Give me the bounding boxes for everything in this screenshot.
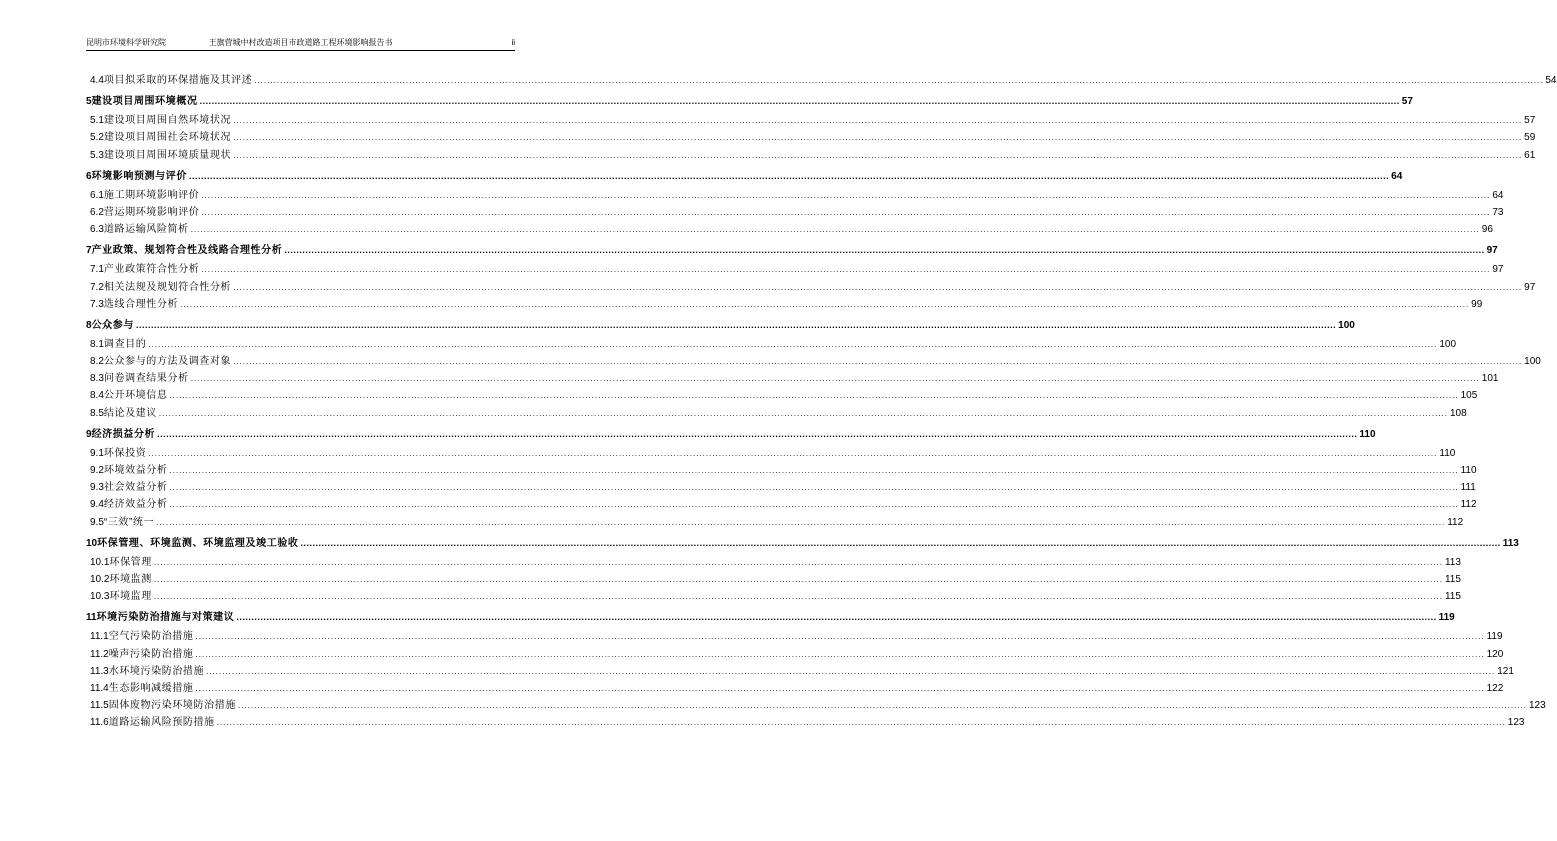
toc-entry-page: 110 — [1359, 428, 1376, 440]
toc-section-entry[interactable] — [86, 71, 1557, 88]
toc-entry-page: 105 — [1460, 390, 1478, 402]
toc-section-entry[interactable] — [86, 369, 1499, 386]
toc-section-entry[interactable] — [86, 295, 1483, 312]
toc-entry-number: 11.6 — [90, 717, 109, 729]
toc-entry-title: 环境监理 — [109, 591, 152, 603]
toc-entry-number: 8.5 — [90, 407, 104, 419]
toc-dot-leader: ................................................................................................................................................................................................................................................................................................................................................................................................................ — [216, 718, 1506, 728]
toc-entry-number: 11.3 — [90, 665, 109, 677]
toc-entry-number: 9.3 — [90, 482, 104, 494]
toc-dot-leader: ................................................................................................................................................................................................................................................................................................................................................................................................................ — [190, 374, 1480, 384]
toc-entry-page: 64 — [1391, 170, 1403, 182]
toc-entry-title: 建设项目周围环境质量现状 — [103, 149, 232, 161]
toc-entry-page: 108 — [1449, 407, 1467, 419]
toc-entry-page: 100 — [1439, 338, 1457, 350]
toc-dot-leader: ................................................................................................................................................................................................................................................................................................................................................................................................................ — [201, 265, 1491, 275]
toc-section-entry[interactable] — [86, 553, 1461, 570]
toc-entry-number: 8.2 — [90, 356, 104, 368]
toc-dot-leader: ................................................................................................................................................................................................................................................................................................................................................................................................................ — [153, 557, 1443, 567]
toc-entry-page: 59 — [1524, 132, 1536, 144]
toc-dot-leader: ................................................................................................................................................................................................................................................................................................................................................................................................................ — [236, 612, 1437, 623]
toc-entry-title: 选线合理性分析 — [103, 298, 179, 310]
toc-entry-number: 9.1 — [90, 447, 104, 459]
toc-section-entry[interactable] — [86, 128, 1536, 145]
toc-entry-page: 100 — [1338, 319, 1355, 331]
toc-entry-number: 9.5 — [90, 516, 104, 528]
toc-entry-page: 119 — [1486, 631, 1503, 643]
toc-dot-leader: ................................................................................................................................................................................................................................................................................................................................................................................................................ — [233, 150, 1523, 160]
toc-entry-number: 8.1 — [90, 338, 104, 350]
toc-section-entry[interactable] — [86, 386, 1478, 403]
toc-dot-leader: ................................................................................................................................................................................................................................................................................................................................................................................................................ — [148, 339, 1438, 349]
toc-section-entry[interactable] — [86, 260, 1504, 277]
toc-section-entry[interactable] — [86, 713, 1525, 730]
toc-entry-number: 11 — [86, 612, 97, 624]
toc-dot-leader: ................................................................................................................................................................................................................................................................................................................................................................................................................ — [180, 299, 1470, 309]
toc-chapter-entry[interactable] — [86, 167, 1403, 186]
toc-dot-leader: ................................................................................................................................................................................................................................................................................................................................................................................................................ — [195, 632, 1485, 642]
toc-entry-title: 噪声污染防治措施 — [108, 648, 194, 660]
toc-entry-number: 9.2 — [90, 465, 104, 476]
toc-entry-title: 经济效益分析 — [103, 499, 168, 511]
toc-entry-title: 公众参与 — [91, 319, 134, 331]
toc-entry-number: 6.3 — [90, 224, 104, 236]
toc-section-entry[interactable] — [86, 461, 1477, 478]
toc-entry-number: 10.3 — [90, 591, 110, 603]
toc-dot-leader: ................................................................................................................................................................................................................................................................................................................................................................................................................ — [188, 170, 1390, 181]
toc-entry-title: 环保投资 — [103, 447, 147, 459]
toc-entry-page: 61 — [1524, 149, 1536, 161]
toc-entry-title: 环境效益分析 — [103, 465, 168, 476]
toc-entry-title: 建设项目周围社会环境状况 — [103, 132, 232, 144]
toc-entry-number: 11.2 — [90, 648, 109, 660]
toc-entry-number: 6.2 — [90, 206, 104, 218]
toc-dot-leader: ................................................................................................................................................................................................................................................................................................................................................................................................................ — [237, 701, 1527, 711]
toc-entry-page: 97 — [1486, 245, 1498, 257]
toc-entry-number: 5.1 — [90, 115, 104, 127]
toc-entry-title: 固体废物污染环境防治措施 — [108, 700, 236, 712]
toc-entry-number: 10 — [86, 537, 98, 549]
toc-dot-leader: ................................................................................................................................................................................................................................................................................................................................................................................................................ — [169, 466, 1459, 475]
toc-entry-title: 道路运输风险预防措施 — [108, 717, 215, 729]
toc-section-entry[interactable] — [86, 645, 1504, 662]
toc-section-entry[interactable] — [86, 335, 1457, 352]
toc-entry-title: “三效”统一 — [103, 516, 155, 528]
toc-entry-number: 11.1 — [90, 631, 109, 643]
toc-entry-page: 112 — [1447, 516, 1464, 528]
toc-entry-page: 122 — [1486, 682, 1504, 694]
toc-entry-title: 建设项目周围自然环境状况 — [103, 115, 232, 127]
toc-section-entry[interactable] — [86, 278, 1536, 295]
toc-entry-page: 121 — [1497, 665, 1514, 677]
toc-entry-number: 10.1 — [90, 556, 110, 568]
toc-dot-leader: ................................................................................................................................................................................................................................................................................................................................................................................................................ — [201, 190, 1491, 200]
toc-entry-title: 公开环境信息 — [103, 390, 168, 402]
toc-section-entry[interactable] — [86, 679, 1504, 696]
toc-dot-leader: ................................................................................................................................................................................................................................................................................................................................................................................................................ — [195, 649, 1485, 659]
toc-dot-leader: ................................................................................................................................................................................................................................................................................................................................................................................................................ — [157, 428, 1358, 439]
toc-entry-title: 环境监测 — [109, 573, 152, 585]
header-page-number: ii — [511, 38, 515, 47]
toc-section-entry[interactable] — [86, 203, 1504, 220]
toc-dot-leader: ................................................................................................................................................................................................................................................................................................................................................................................................................ — [169, 500, 1459, 510]
toc-chapter-entry[interactable] — [86, 534, 1519, 553]
toc-entry-page: 123 — [1529, 700, 1546, 712]
toc-entry-number: 6.1 — [90, 189, 104, 201]
toc-entry-title: 环保管理 — [109, 556, 152, 568]
toc-entry-title: 社会效益分析 — [103, 482, 168, 494]
toc-dot-leader: ................................................................................................................................................................................................................................................................................................................................................................................................................ — [153, 592, 1443, 602]
toc-entry-page: 110 — [1439, 447, 1456, 459]
toc-entry-page: 97 — [1492, 264, 1504, 276]
toc-entry-number: 8.4 — [90, 390, 104, 402]
toc-entry-page: 113 — [1444, 556, 1461, 568]
toc-entry-title: 施工期环境影响评价 — [103, 189, 200, 201]
toc-entry-page: 99 — [1471, 298, 1483, 310]
toc-section-entry[interactable] — [86, 352, 1541, 369]
toc-entry-title: 水环境污染防治措施 — [108, 665, 205, 677]
toc-entry-title: 结论及建议 — [103, 407, 157, 419]
toc-section-entry[interactable] — [86, 146, 1536, 163]
header-report-title: 王旗营城中村改造项目市政道路工程环境影响报告书 — [208, 38, 393, 47]
toc-entry-page: 64 — [1492, 189, 1504, 201]
toc-entry-page: 101 — [1481, 373, 1499, 385]
toc-dot-leader: ................................................................................................................................................................................................................................................................................................................................................................................................................ — [300, 537, 1501, 548]
toc-entry-page: 111 — [1460, 482, 1476, 494]
toc-dot-leader: ................................................................................................................................................................................................................................................................................................................................................................................................................ — [233, 282, 1523, 292]
toc-entry-page: 57 — [1524, 115, 1536, 127]
toc-entry-title: 问卷调查结果分析 — [103, 373, 189, 385]
toc-entry-page: 57 — [1401, 96, 1413, 108]
table-of-contents — [86, 71, 1557, 730]
toc-dot-leader: ................................................................................................................................................................................................................................................................................................................................................................................................................ — [148, 448, 1438, 458]
toc-entry-page: 97 — [1524, 281, 1536, 293]
toc-entry-number: 11.4 — [90, 682, 109, 694]
toc-entry-title: 项目拟采取的环保措施及其评述 — [103, 75, 253, 86]
toc-section-entry[interactable] — [86, 111, 1536, 128]
toc-dot-leader: ................................................................................................................................................................................................................................................................................................................................................................................................................ — [233, 357, 1523, 367]
toc-section-entry[interactable] — [86, 186, 1504, 203]
toc-dot-leader: ................................................................................................................................................................................................................................................................................................................................................................................................................ — [233, 116, 1523, 126]
toc-entry-title: 经济损益分析 — [91, 428, 156, 440]
toc-dot-leader: ................................................................................................................................................................................................................................................................................................................................................................................................................ — [233, 133, 1523, 143]
toc-entry-number: 6 — [86, 170, 92, 182]
toc-entry-number: 7.1 — [90, 264, 104, 276]
toc-dot-leader: ................................................................................................................................................................................................................................................................................................................................................................................................................ — [284, 245, 1485, 256]
toc-entry-title: 调查目的 — [103, 338, 147, 350]
toc-entry-number: 5 — [86, 96, 92, 108]
toc-entry-number: 5.2 — [90, 132, 104, 144]
toc-entry-title: 空气污染防治措施 — [108, 631, 194, 643]
toc-chapter-entry[interactable] — [86, 316, 1355, 335]
toc-entry-title: 公众参与的方法及调查对象 — [103, 356, 232, 368]
toc-entry-title: 环境污染防治措施与对策建议 — [96, 612, 235, 624]
toc-chapter-entry[interactable] — [86, 92, 1413, 111]
toc-entry-number: 4.4 — [90, 75, 104, 86]
toc-dot-leader: ................................................................................................................................................................................................................................................................................................................................................................................................................ — [169, 483, 1459, 493]
toc-entry-number: 7.2 — [90, 281, 104, 293]
toc-entry-title: 建设项目周围环境概况 — [91, 96, 198, 108]
toc-entry-page: 115 — [1444, 591, 1461, 603]
toc-entry-page: 100 — [1524, 356, 1541, 368]
toc-dot-leader: ................................................................................................................................................................................................................................................................................................................................................................................................................ — [135, 319, 1337, 330]
toc-chapter-entry[interactable] — [86, 425, 1376, 444]
toc-dot-leader: ................................................................................................................................................................................................................................................................................................................................................................................................................ — [199, 96, 1400, 107]
toc-chapter-entry[interactable] — [86, 608, 1455, 627]
toc-dot-leader: ................................................................................................................................................................................................................................................................................................................................................................................................................ — [206, 666, 1496, 676]
toc-section-entry[interactable] — [86, 627, 1503, 644]
toc-entry-number: 8.3 — [90, 373, 104, 385]
toc-entry-page: 110 — [1460, 465, 1477, 476]
toc-section-entry[interactable] — [86, 404, 1467, 421]
toc-entry-page: 113 — [1502, 537, 1519, 549]
toc-dot-leader: ................................................................................................................................................................................................................................................................................................................................................................................................................ — [195, 683, 1485, 693]
toc-section-entry[interactable] — [86, 587, 1461, 604]
toc-entry-page: 54 — [1545, 75, 1557, 86]
toc-section-entry[interactable] — [86, 220, 1493, 237]
toc-entry-number: 7 — [86, 245, 92, 257]
toc-entry-number: 8 — [86, 319, 92, 331]
toc-section-entry[interactable] — [86, 662, 1514, 679]
toc-entry-number: 11.5 — [90, 700, 109, 712]
toc-entry-title: 相关法规及规划符合性分析 — [103, 281, 232, 293]
toc-dot-leader: ................................................................................................................................................................................................................................................................................................................................................................................................................ — [190, 225, 1480, 235]
toc-entry-title: 产业政策符合性分析 — [103, 264, 200, 276]
toc-entry-title: 环境影响预测与评价 — [91, 170, 187, 182]
toc-entry-title: 产业政策、规划符合性及线路合理性分析 — [91, 245, 283, 257]
toc-entry-page: 120 — [1486, 648, 1504, 660]
toc-dot-leader: ................................................................................................................................................................................................................................................................................................................................................................................................................ — [156, 517, 1446, 527]
toc-entry-page: 73 — [1492, 206, 1504, 218]
toc-section-entry[interactable] — [86, 495, 1477, 512]
toc-dot-leader: ................................................................................................................................................................................................................................................................................................................................................................................................................ — [254, 76, 1544, 85]
toc-entry-title: 生态影响减缓措施 — [108, 682, 194, 694]
toc-dot-leader: ................................................................................................................................................................................................................................................................................................................................................................................................................ — [153, 574, 1443, 584]
header-organization: 昆明市环境科学研究院 — [86, 38, 166, 47]
toc-entry-title: 环保管理、环境监测、环境监理及竣工验收 — [97, 537, 299, 549]
toc-chapter-entry[interactable] — [86, 241, 1498, 260]
page-header — [86, 36, 515, 51]
toc-entry-number: 5.3 — [90, 149, 104, 161]
toc-entry-number: 10.2 — [90, 573, 110, 585]
toc-dot-leader: ................................................................................................................................................................................................................................................................................................................................................................................................................ — [158, 408, 1448, 418]
toc-entry-page: 119 — [1438, 612, 1455, 624]
toc-section-entry[interactable] — [86, 478, 1476, 495]
toc-dot-leader: ................................................................................................................................................................................................................................................................................................................................................................................................................ — [201, 207, 1491, 217]
toc-entry-page: 115 — [1444, 573, 1461, 585]
toc-entry-title: 道路运输风险简析 — [103, 224, 189, 236]
toc-entry-number: 7.3 — [90, 298, 104, 310]
toc-entry-number: 9 — [86, 428, 92, 440]
toc-entry-page: 123 — [1507, 717, 1525, 729]
toc-section-entry[interactable] — [86, 444, 1456, 461]
toc-section-entry[interactable] — [86, 513, 1464, 530]
toc-entry-number: 9.4 — [90, 499, 104, 511]
toc-entry-page: 96 — [1481, 224, 1493, 236]
toc-entry-title: 营运期环境影响评价 — [103, 206, 200, 218]
toc-entry-page: 112 — [1460, 499, 1477, 511]
toc-section-entry[interactable] — [86, 570, 1461, 587]
toc-section-entry[interactable] — [86, 696, 1546, 713]
toc-dot-leader: ................................................................................................................................................................................................................................................................................................................................................................................................................ — [169, 391, 1459, 401]
